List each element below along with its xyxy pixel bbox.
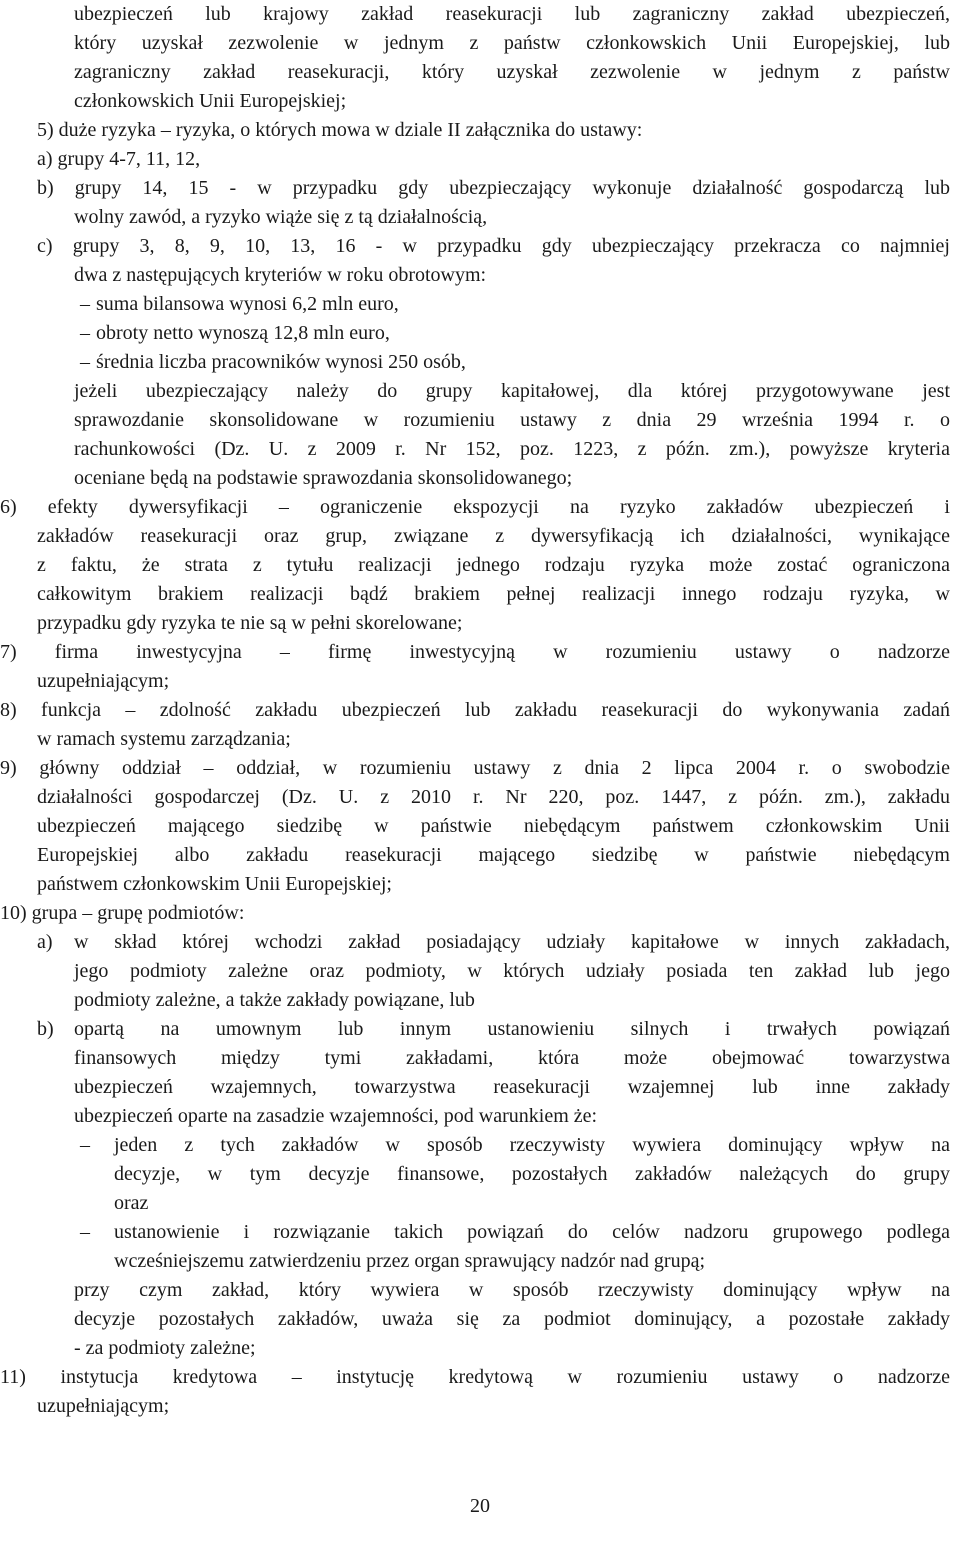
- dash-bullet: –: [80, 351, 90, 373]
- text-line: finansowych między tymi zakładami, która może obejmować towarzystwa: [74, 1047, 950, 1069]
- text-line: wcześniejszemu zatwierdzeniu przez organ sprawujący nadzór nad grupą;: [114, 1250, 706, 1272]
- text-line: ubezpieczeń lub krajowy zakład reasekuracji lub zagraniczny zakład ubezpieczeń,: [74, 3, 950, 25]
- text-line: oceniane będą na podstawie sprawozdania skonsolidowanego;: [74, 467, 573, 489]
- text-line: z faktu, że strata z tytułu realizacji jednego rodzaju ryzyka może zostać ograniczona: [37, 554, 950, 576]
- text-line: ubezpieczeń wzajemnych, towarzystwa reasekuracji wzajemnej lub inne zakłady: [74, 1076, 950, 1098]
- sub-item-marker: b): [37, 1018, 54, 1040]
- text-line: państwem członkowskim Unii Europejskiej;: [37, 873, 392, 895]
- text-line: rachunkowości (Dz. U. z 2009 r. Nr 152, poz. 1223, z późn. zm.), powyższe kryteria: [74, 438, 950, 460]
- list-item-9: 9) główny oddział – oddział, w rozumieniu ustawy z dnia 2 lipca 2004 r. o swobodzie: [0, 757, 950, 779]
- dash-item: ustanowienie i rozwiązanie takich powiązań do celów nadzoru grupowego podlega: [114, 1221, 950, 1243]
- text-line: przy czym zakład, który wywiera w sposób rzeczywisty dominujący wpływ na: [74, 1279, 950, 1301]
- dash-item: obroty netto wynoszą 12,8 mln euro,: [96, 322, 390, 344]
- text-line: przypadku gdy ryzyka te nie są w pełni skorelowane;: [37, 612, 463, 634]
- text-line: który uzyskał zezwolenie w jednym z państw członkowskich Unii Europejskiej, lub: [74, 32, 950, 54]
- text-line: działalności gospodarczej (Dz. U. z 2010 r. Nr 220, poz. 1447, z późn. zm.), zakładu: [37, 786, 950, 808]
- dash-item: jeden z tych zakładów w sposób rzeczywisty wywiera dominujący wpływ na: [114, 1134, 950, 1156]
- text-line: jeżeli ubezpieczający należy do grupy kapitałowej, dla której przygotowywane jest: [74, 380, 950, 402]
- text-line: sprawozdanie skonsolidowane w rozumieniu ustawy z dnia 29 września 1994 r. o: [74, 409, 950, 431]
- text-line: Europejskiej albo zakładu reasekuracji mającego siedzibę w państwie niebędącym: [37, 844, 950, 866]
- list-item-10: 10) grupa – grupę podmiotów:: [0, 902, 245, 924]
- list-item-11: 11) instytucja kredytowa – instytucję kredytową w rozumieniu ustawy o nadzorze: [0, 1366, 950, 1388]
- text-line: decyzje, w tym decyzje finansowe, pozostałych zakładów należących do grupy: [114, 1163, 950, 1185]
- list-item-5: 5) duże ryzyka – ryzyka, o których mowa w dziale II załącznika do ustawy:: [37, 119, 643, 141]
- sub-item-a: a) grupy 4-7, 11, 12,: [37, 148, 201, 170]
- sub-item-b: opartą na umownym lub innym ustanowieniu silnych i trwałych powiązań: [74, 1018, 950, 1040]
- list-item-7: 7) firma inwestycyjna – firmę inwestycyjną w rozumieniu ustawy o nadzorze: [0, 641, 950, 663]
- text-line: dwa z następujących kryteriów w roku obrotowym:: [74, 264, 487, 286]
- text-line: uzupełniającym;: [37, 1395, 170, 1417]
- text-line: ubezpieczeń oparte na zasadzie wzajemności, pod warunkiem że:: [74, 1105, 598, 1127]
- sub-item-b: b) grupy 14, 15 - w przypadku gdy ubezpieczający wykonuje działalność gospodarczą lub: [37, 177, 950, 199]
- dash-bullet: –: [80, 293, 90, 315]
- page-number: 20: [470, 1495, 490, 1517]
- text-line: oraz: [114, 1192, 149, 1214]
- dash-item: średnia liczba pracowników wynosi 250 osób,: [96, 351, 466, 373]
- text-line: całkowitym brakiem realizacji bądź brakiem pełnej realizacji innego rodzaju ryzyka, w: [37, 583, 950, 605]
- text-line: zagraniczny zakład reasekuracji, który uzyskał zezwolenie w jednym z państw: [74, 61, 950, 83]
- list-item-8: 8) funkcja – zdolność zakładu ubezpieczeń lub zakładu reasekuracji do wykonywania zadań: [0, 699, 950, 721]
- text-line: ubezpieczeń mającego siedzibę w państwie niebędącym państwem członkowskim Unii: [37, 815, 950, 837]
- dash-bullet: –: [80, 322, 90, 344]
- list-item-6: 6) efekty dywersyfikacji – ograniczenie ekspozycji na ryzyko zakładów ubezpieczeń i: [0, 496, 950, 518]
- text-line: członkowskich Unii Europejskiej;: [74, 90, 347, 112]
- text-line: w ramach systemu zarządzania;: [37, 728, 291, 750]
- text-line: podmioty zależne, a także zakłady powiązane, lub: [74, 989, 475, 1011]
- dash-item: suma bilansowa wynosi 6,2 mln euro,: [96, 293, 399, 315]
- text-line: zakładów reasekuracji oraz grup, związane z dywersyfikacją ich działalności, wynikające: [37, 525, 950, 547]
- sub-item-marker: a): [37, 931, 53, 953]
- text-line: - za podmioty zależne;: [74, 1337, 256, 1359]
- sub-item-c: c) grupy 3, 8, 9, 10, 13, 16 - w przypadku gdy ubezpieczający przekracza co najmniej: [37, 235, 950, 257]
- text-line: jego podmioty zależne oraz podmioty, w których udziały posiada ten zakład lub jego: [74, 960, 950, 982]
- text-line: decyzje pozostałych zakładów, uważa się za podmiot dominujący, a pozostałe zakłady: [74, 1308, 950, 1330]
- sub-item-a: w skład której wchodzi zakład posiadający udziały kapitałowe w innych zakładach,: [74, 931, 950, 953]
- text-line: wolny zawód, a ryzyko wiąże się z tą działalnością,: [74, 206, 488, 228]
- dash-bullet: –: [80, 1134, 90, 1156]
- dash-bullet: –: [80, 1221, 90, 1243]
- text-line: uzupełniającym;: [37, 670, 170, 692]
